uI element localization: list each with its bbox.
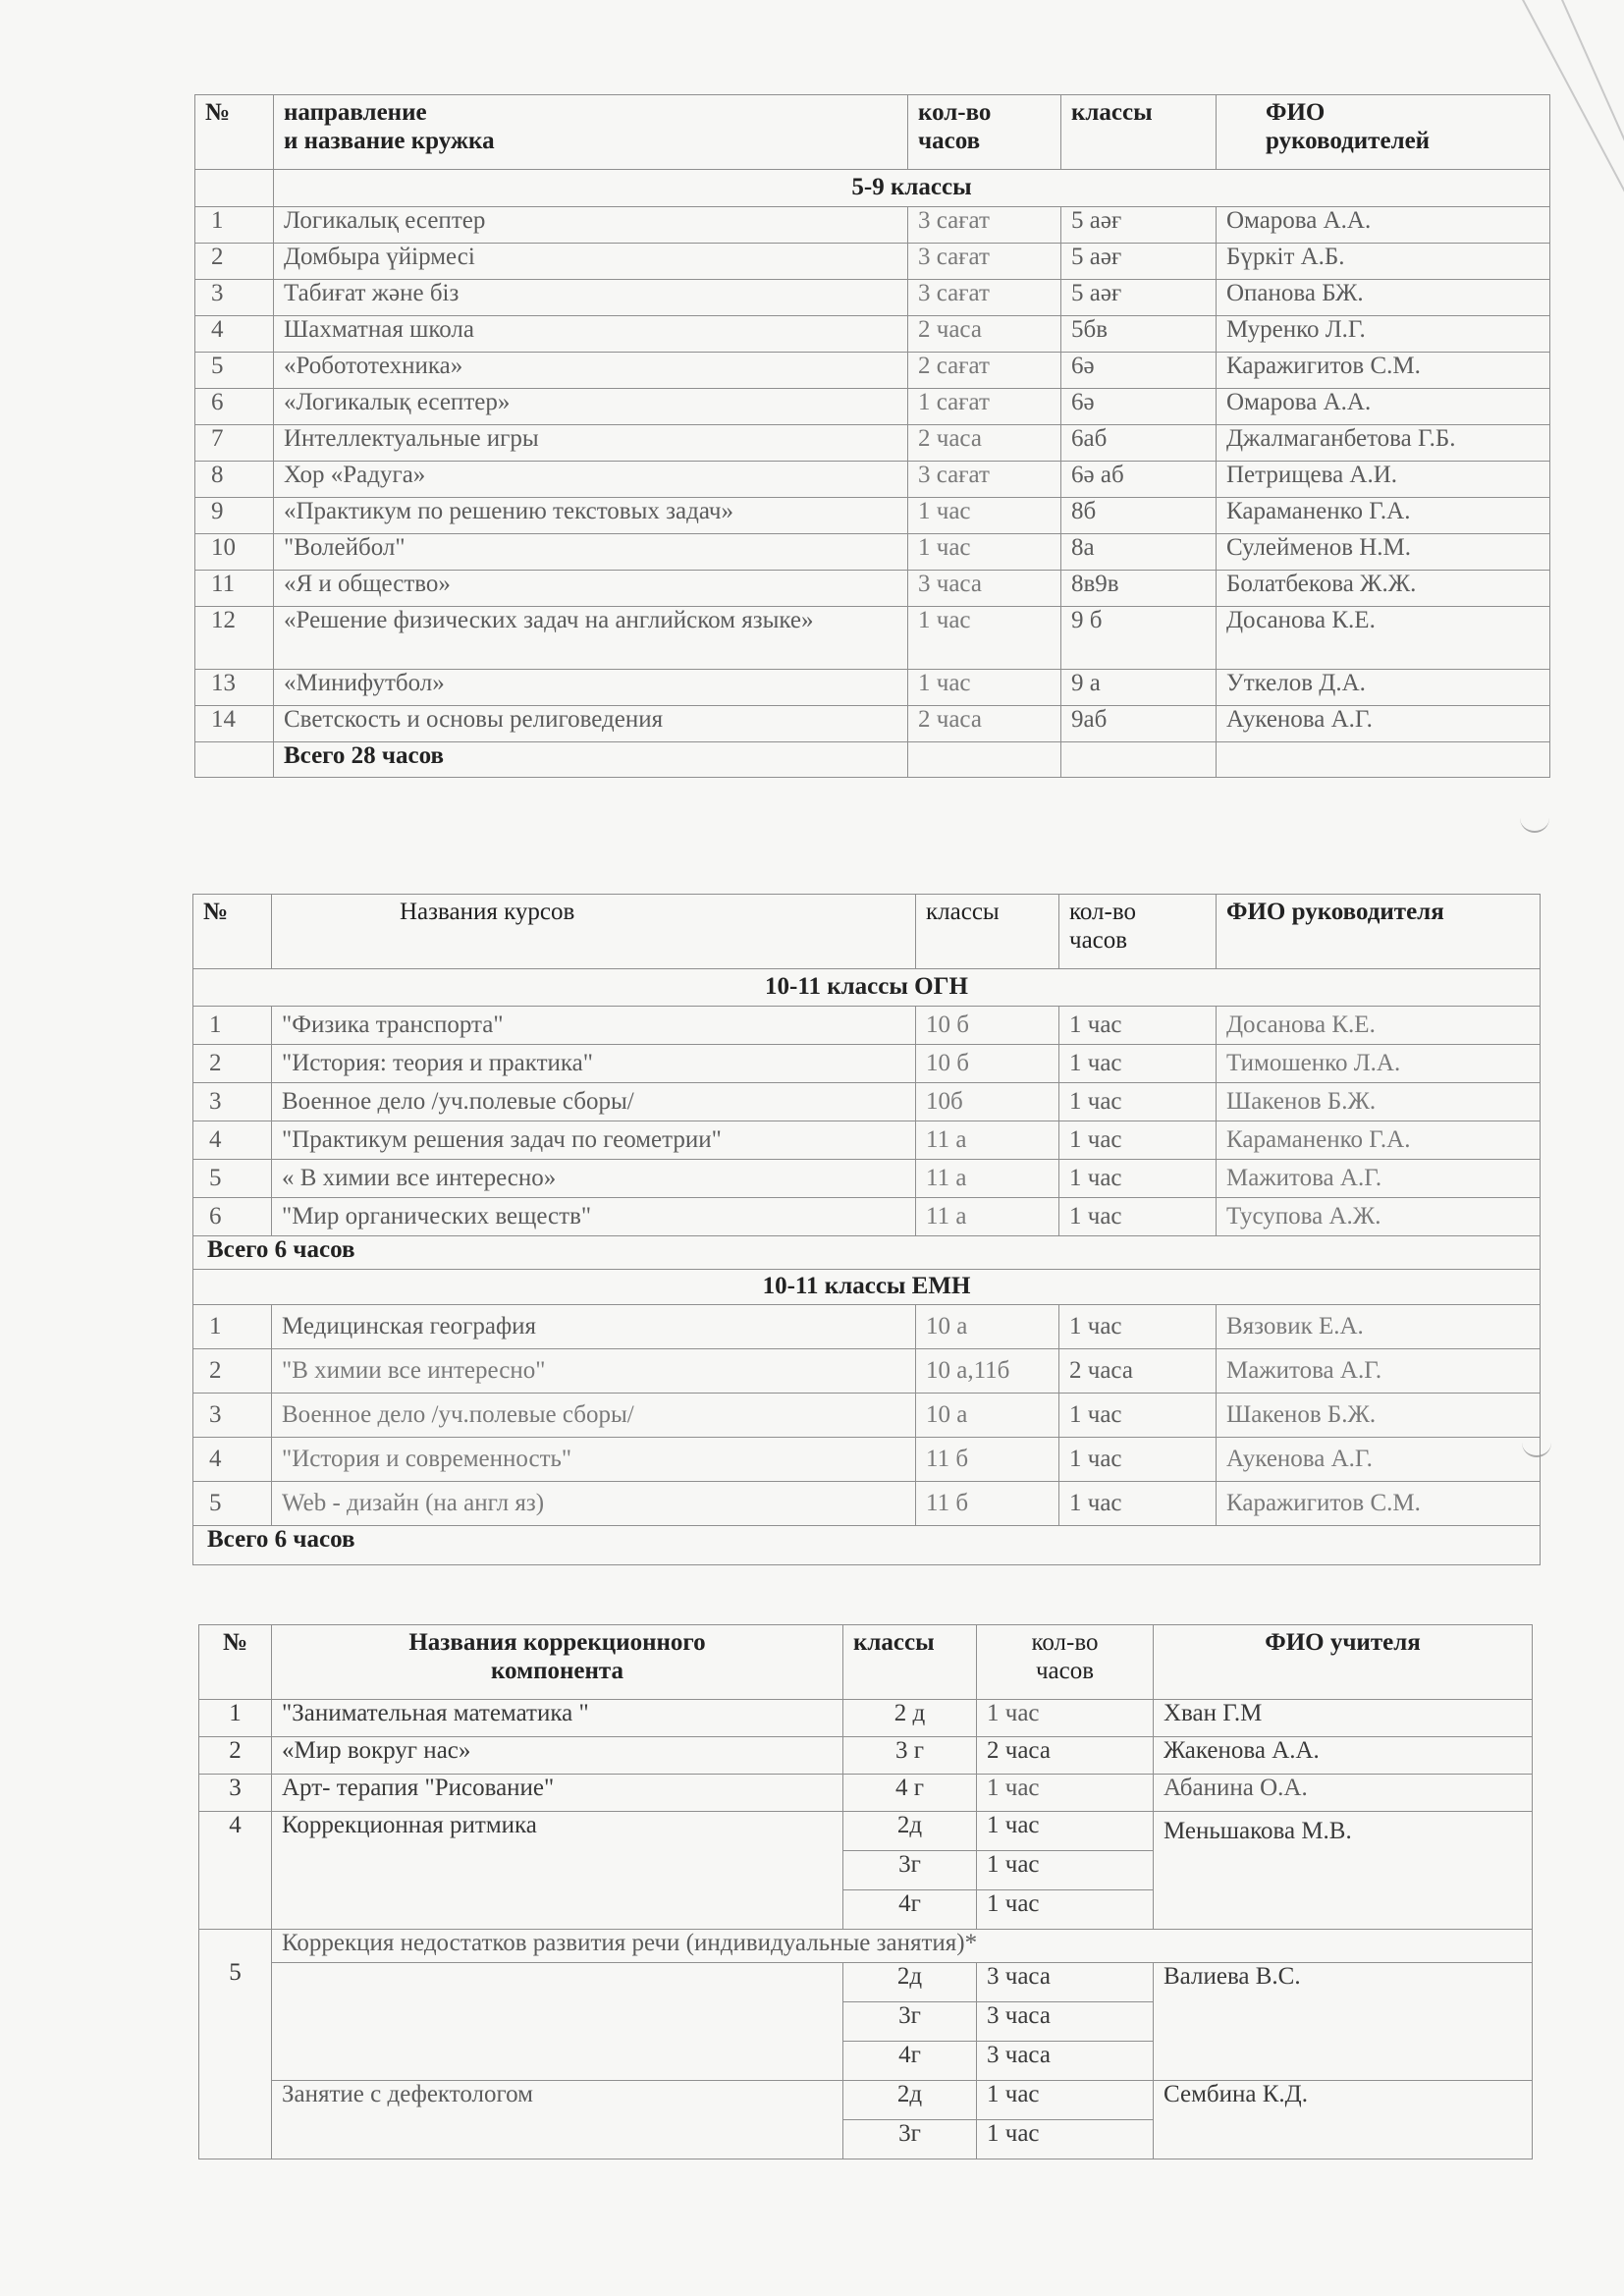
table-row [195,534,1550,571]
row-name: Логикалық есептер [274,207,908,244]
total-label-ogn: Всего 6 часов [193,1236,1541,1270]
row-number: 11 [195,571,274,607]
col-header-classes: классы [916,895,1059,969]
row-name: «Решение физических задач на английском языке» [274,607,908,670]
row-classes: 8а [1061,534,1217,571]
row-number: 5 [193,1482,272,1526]
row-name: "В химии все интересно" [272,1349,916,1394]
table-row [193,1121,1541,1160]
courses-table-10-11 [192,894,1541,1565]
empty-cell [1061,742,1217,778]
section-title-emn: 10-11 классы ЕМН [193,1270,1541,1305]
row-leader: Омарова А.А. [1217,207,1550,244]
table-row [195,670,1550,706]
row-name: "Занимательная математика " [272,1700,843,1737]
row-classes: 11 а [916,1160,1059,1198]
table-row [195,607,1550,670]
row-leader: Муренко Л.Г. [1217,316,1550,353]
row-leader: Бүркіт А.Б. [1217,244,1550,280]
col-header-hours: кол-во часов [908,95,1061,170]
row-classes: 2д [843,1963,977,2002]
table-row [193,1198,1541,1236]
row-name: "Физика транспорта" [272,1007,916,1045]
row-hours: 1 час [977,2120,1154,2159]
row-classes: 11 б [916,1482,1059,1526]
total-row [193,1236,1541,1270]
row-classes: 9 а [1061,670,1217,706]
row-leader: Шакенов Б.Ж. [1217,1083,1541,1121]
row-hours: 1 час [1059,1007,1217,1045]
row-name: Военное дело /уч.полевые сборы/ [272,1394,916,1438]
row-leader: Вязовик Е.А. [1217,1305,1541,1349]
row-leader: Тимошенко Л.А. [1217,1045,1541,1083]
row-hours: 1 сағат [908,389,1061,425]
row-name: «Логикалық есептер» [274,389,908,425]
row-leader: Аукенова А.Г. [1217,1438,1541,1482]
row-name: "Практикум решения задач по геометрии" [272,1121,916,1160]
row-classes: 10 б [916,1045,1059,1083]
row-number: 4 [193,1438,272,1482]
row-leader: Джалмаганбетова Г.Б. [1217,425,1550,462]
table-row [199,1812,1533,1851]
row-name: Военное дело /уч.полевые сборы/ [272,1083,916,1121]
row-hours: 1 час [977,1851,1154,1890]
row-hours: 1 час [977,1700,1154,1737]
row-number: 9 [195,498,274,534]
row-hours: 3 сағат [908,280,1061,316]
row-hours: 1 час [977,1890,1154,1930]
row-hours: 1 час [908,534,1061,571]
row-teacher: Жакенова А.А. [1154,1737,1533,1775]
row-classes: 3г [843,2120,977,2159]
row-title: Коррекция недостатков развития речи (индивидуальные занятия)* [272,1930,1533,1963]
row-name: «Минифутбол» [274,670,908,706]
row-leader: Мажитова А.Г. [1217,1160,1541,1198]
row-hours: 1 час [1059,1198,1217,1236]
row-number: 6 [193,1198,272,1236]
row-classes: 10 а,11б [916,1349,1059,1394]
table-header-row [193,895,1541,969]
row-teacher: Абанина О.А. [1154,1775,1533,1812]
row-classes: 5 аәғ [1061,244,1217,280]
row-name: «Практикум по решению текстовых задач» [274,498,908,534]
row-classes: 3г [843,2002,977,2042]
table-row [195,706,1550,742]
row-hours: 1 час [1059,1394,1217,1438]
row-name: Хор «Радуга» [274,462,908,498]
table-row [199,1700,1533,1737]
table-row [195,462,1550,498]
col-header-classes: классы [843,1625,977,1700]
row-classes: 10б [916,1083,1059,1121]
empty-cell [908,742,1061,778]
col-header-hours: кол-во часов [977,1625,1154,1700]
table-row [193,1007,1541,1045]
row-classes: 4г [843,2042,977,2081]
row-hours: 1 час [977,1775,1154,1812]
section-row [193,969,1541,1007]
row-classes: 2д [843,2081,977,2120]
row-name: "Мир органических веществ" [272,1198,916,1236]
table-row [195,207,1550,244]
row-leader: Каражигитов С.М. [1217,1482,1541,1526]
row-classes: 3г [843,1851,977,1890]
correction-table [198,1624,1533,2159]
row-number: 10 [195,534,274,571]
row-hours: 1 час [1059,1438,1217,1482]
row-number: 12 [195,607,274,670]
row-hours: 1 час [908,670,1061,706]
row-classes: 4г [843,1890,977,1930]
row-number: 5 [195,353,274,389]
table-header-row [195,95,1550,170]
table-header-row [199,1625,1533,1700]
table-row [199,1775,1533,1812]
row-leader: Тусупова А.Ж. [1217,1198,1541,1236]
row-name: Интеллектуальные игры [274,425,908,462]
row-hours: 3 часа [977,2002,1154,2042]
staple-mark [1520,817,1549,833]
row-classes: 8в9в [1061,571,1217,607]
table-subrow [199,1963,1533,2002]
table-row [193,1349,1541,1394]
row-number: 5 [199,1930,272,2159]
row-hours: 1 час [977,1812,1154,1851]
section-title-ogn: 10-11 классы ОГН [193,969,1541,1007]
row-classes: 5 аәғ [1061,280,1217,316]
row-number: 4 [199,1812,272,1930]
row-classes: 11 а [916,1121,1059,1160]
row-hours: 2 часа [908,425,1061,462]
row-teacher: Сембина К.Д. [1154,2081,1533,2159]
row-name: Коррекционная ритмика [272,1812,843,1930]
row-hours: 3 сағат [908,244,1061,280]
row-classes: 8б [1061,498,1217,534]
row-number: 1 [193,1007,272,1045]
row-name: Табиғат және біз [274,280,908,316]
row-classes: 6ә аб [1061,462,1217,498]
row-number: 8 [195,462,274,498]
row-name: Домбыра үйірмесі [274,244,908,280]
row-hours: 3 часа [977,1963,1154,2002]
row-hours: 2 часа [977,1737,1154,1775]
row-name: «Мир вокруг нас» [272,1737,843,1775]
row-leader: Шакенов Б.Ж. [1217,1394,1541,1438]
table-row [193,1482,1541,1526]
col-header-leaders: ФИО руководителей [1217,95,1550,170]
row-classes: 11 б [916,1438,1059,1482]
section-title: 5-9 классы [274,170,1550,207]
row-number: 4 [195,316,274,353]
row-hours: 1 час [977,2081,1154,2120]
table-row [195,244,1550,280]
total-row [195,742,1550,778]
table-subrow [199,2081,1533,2120]
row-name: «Я и общество» [274,571,908,607]
total-label: Всего 28 часов [274,742,908,778]
row-name: «Робототехника» [274,353,908,389]
row-hours: 1 час [908,498,1061,534]
total-row [193,1526,1541,1565]
row-number: 2 [199,1737,272,1775]
table-row [193,1438,1541,1482]
row-leader: Караманенко Г.А. [1217,1121,1541,1160]
row-number: 2 [193,1045,272,1083]
row-leader: Сулейменов Н.М. [1217,534,1550,571]
col-header-hours: кол-во часов [1059,895,1217,969]
table-row [195,353,1550,389]
row-name: "История: теория и практика" [272,1045,916,1083]
row-teacher: Меньшакова М.В. [1154,1812,1533,1930]
row-number: 1 [195,207,274,244]
row-hours: 2 сағат [908,353,1061,389]
row-classes: 6ә [1061,389,1217,425]
row-leader: Опанова БЖ. [1217,280,1550,316]
empty-cell [272,1963,843,2081]
row-hours: 2 часа [1059,1349,1217,1394]
col-header-teacher: ФИО учителя [1154,1625,1533,1700]
row-number: 5 [193,1160,272,1198]
row-classes: 3 г [843,1737,977,1775]
row-leader: Каражигитов С.М. [1217,353,1550,389]
row-number: 14 [195,706,274,742]
row-leader: Болатбекова Ж.Ж. [1217,571,1550,607]
row-name: Медицинская география [272,1305,916,1349]
col-header-number: № [195,95,274,170]
row-hours: 2 часа [908,706,1061,742]
col-header-number: № [193,895,272,969]
table-row [199,1737,1533,1775]
table-row [195,389,1550,425]
row-number: 1 [199,1700,272,1737]
table-row [195,571,1550,607]
row-number: 2 [195,244,274,280]
col-header-leader: ФИО руководителя [1217,895,1541,969]
table-row [193,1083,1541,1121]
row-number: 6 [195,389,274,425]
row-classes: 10 а [916,1305,1059,1349]
row-number: 3 [193,1394,272,1438]
row-classes: 5бв [1061,316,1217,353]
row-classes: 6аб [1061,425,1217,462]
row-hours: 1 час [1059,1482,1217,1526]
row-hours: 3 часа [908,571,1061,607]
row-classes: 10 а [916,1394,1059,1438]
row-leader: Омарова А.А. [1217,389,1550,425]
row-name: Web - дизайн (на англ яз) [272,1482,916,1526]
row-hours: 1 час [908,607,1061,670]
row-leader: Уткелов Д.А. [1217,670,1550,706]
row-leader: Аукенова А.Г. [1217,706,1550,742]
row-classes: 9аб [1061,706,1217,742]
col-header-classes: классы [1061,95,1217,170]
row-number: 4 [193,1121,272,1160]
empty-cell [1217,742,1550,778]
section-row [195,170,1550,207]
row-number: 2 [193,1349,272,1394]
row-name: "Волейбол" [274,534,908,571]
row-classes: 2д [843,1812,977,1851]
row-hours: 1 час [1059,1160,1217,1198]
row-leader: Петрищева А.И. [1217,462,1550,498]
section-row [193,1270,1541,1305]
table-row [193,1045,1541,1083]
row-hours: 2 часа [908,316,1061,353]
row-classes: 4 г [843,1775,977,1812]
table-row [193,1305,1541,1349]
row-name: "История и современность" [272,1438,916,1482]
row-classes: 5 аәғ [1061,207,1217,244]
row-leader: Мажитова А.Г. [1217,1349,1541,1394]
row-name: Арт- терапия "Рисование" [272,1775,843,1812]
row-classes: 6ә [1061,353,1217,389]
row-name: Светскость и основы религоведения [274,706,908,742]
row-hours: 3 сағат [908,207,1061,244]
row-number: 3 [193,1083,272,1121]
col-header-direction: направление и название кружка [274,95,908,170]
row-number: 3 [199,1775,272,1812]
table-row [193,1394,1541,1438]
row-name: Занятие с дефектологом [272,2081,843,2159]
total-label-emn: Всего 6 часов [193,1526,1541,1565]
row-leader: Досанова К.Е. [1217,1007,1541,1045]
col-header-component: Названия коррекционного компонента [272,1625,843,1700]
table-row [195,425,1550,462]
row-hours: 1 час [1059,1305,1217,1349]
row-number: 13 [195,670,274,706]
table-row [195,316,1550,353]
row-classes: 9 б [1061,607,1217,670]
row-classes: 2 д [843,1700,977,1737]
table-row [195,280,1550,316]
row-hours: 1 час [1059,1045,1217,1083]
row-hours: 3 часа [977,2042,1154,2081]
row-hours: 3 сағат [908,462,1061,498]
col-header-courses: Названия курсов [272,895,916,969]
empty-cell [195,742,274,778]
table-row [193,1160,1541,1198]
row-hours: 1 час [1059,1083,1217,1121]
row-leader: Досанова К.Е. [1217,607,1550,670]
row-hours: 1 час [1059,1121,1217,1160]
table-row [195,498,1550,534]
row-number: 1 [193,1305,272,1349]
row-teacher: Хван Г.М [1154,1700,1533,1737]
row-number: 7 [195,425,274,462]
row-teacher: Валиева В.С. [1154,1963,1533,2081]
row-number: 3 [195,280,274,316]
row-leader: Караманенко Г.А. [1217,498,1550,534]
table-row [199,1930,1533,1963]
row-classes: 11 а [916,1198,1059,1236]
row-name: Шахматная школа [274,316,908,353]
row-classes: 10 б [916,1007,1059,1045]
empty-cell [195,170,274,207]
clubs-table-5-9 [194,94,1550,778]
col-header-number: № [199,1625,272,1700]
row-name: « В химии все интересно» [272,1160,916,1198]
